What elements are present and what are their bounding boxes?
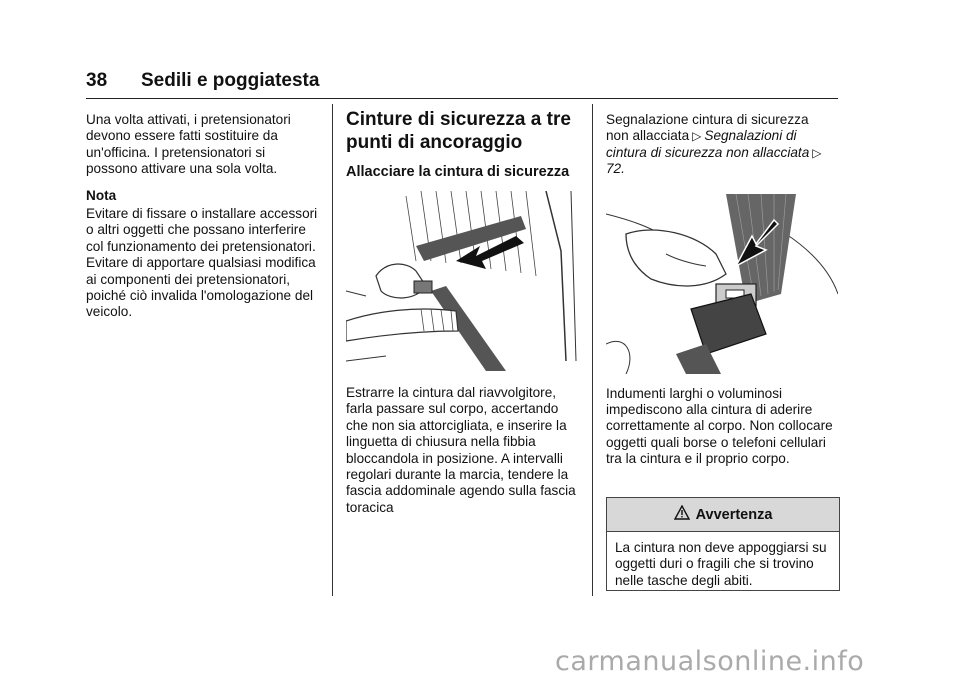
warning-header — [607, 498, 839, 532]
fasten-instructions: Estrarre la cintura dal riavvolgitore, farla passare sul corpo, accertando che non sia attorcigliata, e inserire la linguetta di chiusura nella fibbia bloccandola in posizione. A intervalli regolari durante la marcia, tendere la fascia addominale agendo sulla fascia toracica — [346, 385, 576, 515]
subsection-heading: Allacciare la cintura di sicurezza — [346, 164, 570, 180]
column-2 — [346, 109, 578, 523]
reminder-page-ref[interactable]: 72. — [606, 161, 625, 177]
warning-box — [606, 497, 840, 591]
section-heading: Cinture di sicurezza a tre punti di ancoraggio — [346, 109, 571, 153]
watermark: carmanualsonline.info — [555, 646, 865, 677]
warning-triangle-icon — [674, 505, 690, 524]
reminder-reference[interactable]: Segnalazioni di cintura di sicurezza non allacciata — [606, 128, 810, 160]
page-reference-icon: ▷ — [812, 145, 822, 160]
fasten-seatbelt-illustration — [346, 191, 578, 371]
column-divider-1 — [332, 104, 333, 596]
pretensioner-paragraph: Una volta attivati, i pretensionatori devono essere fatti sostituire da un'officina. I pretensionatori si possono attivare una sola volta. — [86, 112, 291, 177]
reminder-intro: Segnalazione cintura di sicurezza non allacciata ▷ Segnalazioni di cintura di sicurezza non allacciata ▷72. — [606, 112, 822, 177]
note-text: Evitare di fissare o installare accessori o altri oggetti che possano interferire col funzionamento dei pretensionatori. Evitare di apportare qualsiasi modifica ai componenti dei pretensionatori, poiché ciò invalida l'omologazione del veicolo. — [86, 206, 318, 320]
column-divider-2 — [592, 104, 593, 596]
warning-title: Avvertenza — [695, 506, 773, 523]
warning-text: La cintura non deve appoggiarsi su oggetti duri o fragili che si trovino nelle tasche degli abiti. — [615, 540, 827, 588]
page-reference-icon: ▷ — [692, 129, 702, 144]
page-header — [86, 70, 838, 99]
clothing-advice: Indumenti larghi o voluminosi impediscono alla cintura di aderire correttamente al corpo. Non collocare oggetti quali borse o telefoni cellulari tra la cintura e il proprio corpo. — [606, 385, 833, 467]
note-label: Nota — [86, 187, 117, 203]
column-1 — [86, 112, 318, 328]
column-3 — [606, 112, 838, 475]
buckle-illustration — [606, 194, 838, 374]
page-number: 38 — [86, 70, 108, 91]
section-title: Sedili e poggiatesta — [141, 70, 320, 91]
